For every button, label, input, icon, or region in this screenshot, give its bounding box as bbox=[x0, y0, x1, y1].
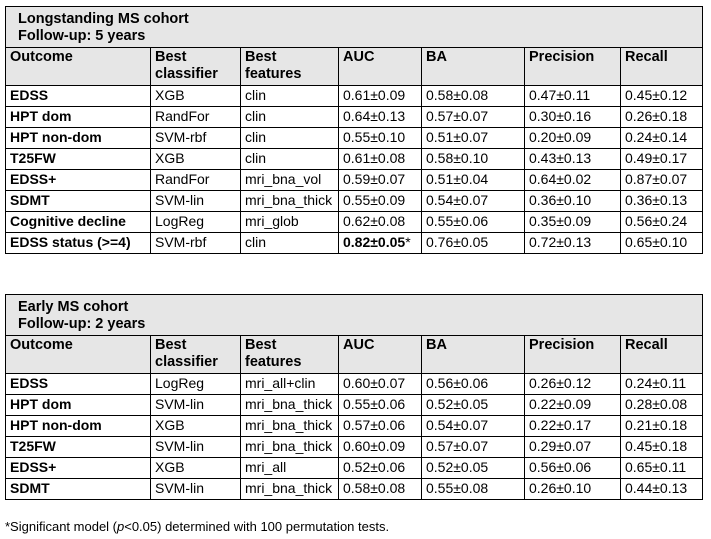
cell-features bbox=[241, 149, 339, 170]
cell-ba bbox=[422, 479, 525, 500]
table-row bbox=[6, 395, 703, 416]
cell-outcome bbox=[6, 437, 151, 458]
cell-value: clin bbox=[245, 108, 267, 124]
cell-value: HPT non-dom bbox=[10, 417, 102, 433]
cell-value: RandFor bbox=[155, 171, 210, 187]
table-row bbox=[6, 149, 703, 170]
table-row bbox=[6, 458, 703, 479]
cell-value: SDMT bbox=[10, 192, 50, 208]
cell-value: clin bbox=[245, 234, 267, 250]
cell-features bbox=[241, 86, 339, 107]
cell-features bbox=[241, 458, 339, 479]
cell-auc bbox=[339, 149, 422, 170]
cell-value: SVM-lin bbox=[155, 480, 205, 496]
cell-value: clin bbox=[245, 150, 267, 166]
cell-value: 0.56±0.24 bbox=[625, 213, 688, 229]
cell-value: mri_bna_vol bbox=[245, 171, 322, 187]
table-title-row bbox=[6, 295, 703, 336]
cell-value: 0.56±0.06 bbox=[426, 375, 489, 391]
cell-classifier bbox=[151, 479, 241, 500]
cell-value: EDSS status (>=4) bbox=[10, 234, 131, 250]
cohort-title: Early MS cohort bbox=[18, 299, 129, 315]
header-best-features: Best features bbox=[241, 336, 339, 374]
cell-value: 0.72±0.13 bbox=[529, 234, 592, 250]
cell-recall bbox=[621, 374, 703, 395]
cell-value: SDMT bbox=[10, 480, 50, 496]
cell-value: EDSS+ bbox=[10, 171, 57, 187]
cell-classifier bbox=[151, 170, 241, 191]
table-row bbox=[6, 191, 703, 212]
cell-value: 0.26±0.10 bbox=[529, 480, 592, 496]
cell-precision bbox=[525, 128, 621, 149]
cell-value: SVM-rbf bbox=[155, 129, 207, 145]
cell-value: SVM-rbf bbox=[155, 234, 207, 250]
table-row bbox=[6, 374, 703, 395]
cell-value: 0.57±0.07 bbox=[426, 108, 489, 124]
cell-auc bbox=[339, 395, 422, 416]
cell-value: mri_bna_thick bbox=[245, 438, 333, 454]
longstanding-cohort-table bbox=[5, 6, 703, 254]
cell-recall bbox=[621, 233, 703, 254]
header-recall: Recall bbox=[621, 336, 703, 374]
cell-value: mri_all bbox=[245, 459, 287, 475]
cell-auc bbox=[339, 128, 422, 149]
cell-outcome bbox=[6, 416, 151, 437]
table-title bbox=[6, 295, 703, 336]
cell-ba bbox=[422, 416, 525, 437]
cell-recall bbox=[621, 191, 703, 212]
cell-recall bbox=[621, 107, 703, 128]
cell-value: 0.76±0.05 bbox=[426, 234, 489, 250]
table-row bbox=[6, 479, 703, 500]
cell-precision bbox=[525, 107, 621, 128]
cell-outcome bbox=[6, 458, 151, 479]
cell-outcome bbox=[6, 479, 151, 500]
cell-value: 0.26±0.18 bbox=[625, 108, 688, 124]
cell-auc bbox=[339, 374, 422, 395]
cell-recall bbox=[621, 149, 703, 170]
cell-value: 0.64±0.02 bbox=[529, 171, 592, 187]
cell-value: 0.57±0.07 bbox=[426, 438, 489, 454]
cell-value: 0.51±0.04 bbox=[426, 171, 489, 187]
cell-recall bbox=[621, 212, 703, 233]
cell-auc bbox=[339, 233, 422, 254]
cell-ba bbox=[422, 212, 525, 233]
cell-auc bbox=[339, 170, 422, 191]
cell-ba bbox=[422, 149, 525, 170]
cell-ba bbox=[422, 374, 525, 395]
cell-value: 0.20±0.09 bbox=[529, 129, 592, 145]
cell-value: 0.52±0.05 bbox=[426, 459, 489, 475]
cell-precision bbox=[525, 149, 621, 170]
cell-value: clin bbox=[245, 129, 267, 145]
cell-value: 0.36±0.13 bbox=[625, 192, 688, 208]
cell-value: 0.61±0.08 bbox=[343, 150, 406, 166]
header-ba: BA bbox=[422, 336, 525, 374]
cell-value: 0.58±0.08 bbox=[426, 87, 489, 103]
cell-value: 0.26±0.12 bbox=[529, 375, 592, 391]
footnote-italic: p bbox=[117, 519, 125, 534]
cell-classifier bbox=[151, 107, 241, 128]
cell-value: SVM-lin bbox=[155, 438, 205, 454]
cell-recall bbox=[621, 479, 703, 500]
cell-recall bbox=[621, 86, 703, 107]
cell-value: EDSS bbox=[10, 87, 49, 103]
cell-precision bbox=[525, 458, 621, 479]
cell-ba bbox=[422, 233, 525, 254]
header-precision: Precision bbox=[525, 336, 621, 374]
cell-precision bbox=[525, 416, 621, 437]
header-best-features: Best features bbox=[241, 48, 339, 86]
cell-features bbox=[241, 128, 339, 149]
cell-value: 0.60±0.07 bbox=[343, 375, 406, 391]
cell-value: 0.35±0.09 bbox=[529, 213, 592, 229]
cell-auc bbox=[339, 191, 422, 212]
table-title bbox=[6, 7, 703, 48]
header-ba: BA bbox=[422, 48, 525, 86]
table-row bbox=[6, 233, 703, 254]
cell-value: 0.65±0.10 bbox=[625, 234, 688, 250]
header-auc: AUC bbox=[339, 336, 422, 374]
cell-classifier bbox=[151, 395, 241, 416]
cell-value: mri_glob bbox=[245, 213, 299, 229]
cell-features bbox=[241, 437, 339, 458]
cell-value: XGB bbox=[155, 150, 185, 166]
cell-value: 0.43±0.13 bbox=[529, 150, 592, 166]
follow-up-label: Follow-up: 5 years bbox=[18, 28, 146, 44]
cell-outcome bbox=[6, 128, 151, 149]
header-best-classifier: Best classifier bbox=[151, 336, 241, 374]
table-row bbox=[6, 86, 703, 107]
cell-outcome bbox=[6, 233, 151, 254]
table-row bbox=[6, 170, 703, 191]
cell-precision bbox=[525, 479, 621, 500]
cell-auc bbox=[339, 86, 422, 107]
cell-auc bbox=[339, 212, 422, 233]
cell-value: SVM-lin bbox=[155, 396, 205, 412]
cell-precision bbox=[525, 374, 621, 395]
cell-value: 0.45±0.12 bbox=[625, 87, 688, 103]
cell-value: HPT dom bbox=[10, 108, 72, 124]
cell-value: T25FW bbox=[10, 150, 56, 166]
cell-value: 0.52±0.06 bbox=[343, 459, 406, 475]
cell-ba bbox=[422, 170, 525, 191]
cell-precision bbox=[525, 395, 621, 416]
cell-precision bbox=[525, 86, 621, 107]
cell-precision bbox=[525, 212, 621, 233]
footnote bbox=[5, 519, 389, 534]
cell-value: 0.65±0.11 bbox=[625, 459, 687, 475]
cell-value: LogReg bbox=[155, 375, 205, 391]
cell-ba bbox=[422, 107, 525, 128]
cell-ba bbox=[422, 395, 525, 416]
cell-value: 0.54±0.07 bbox=[426, 192, 489, 208]
header-best-classifier: Best classifier bbox=[151, 48, 241, 86]
cell-value: HPT non-dom bbox=[10, 129, 102, 145]
cell-value: 0.58±0.10 bbox=[426, 150, 489, 166]
table-body bbox=[6, 374, 703, 500]
cell-recall bbox=[621, 458, 703, 479]
cell-value: 0.51±0.07 bbox=[426, 129, 489, 145]
cell-value: 0.58±0.08 bbox=[343, 480, 406, 496]
header-row bbox=[6, 48, 703, 86]
cell-value: 0.55±0.06 bbox=[343, 396, 406, 412]
table-row bbox=[6, 437, 703, 458]
cohort-title: Longstanding MS cohort bbox=[18, 11, 189, 27]
cell-classifier bbox=[151, 458, 241, 479]
cell-value: 0.22±0.17 bbox=[529, 417, 592, 433]
cell-features bbox=[241, 233, 339, 254]
cell-ba bbox=[422, 86, 525, 107]
cell-ba bbox=[422, 128, 525, 149]
cell-classifier bbox=[151, 149, 241, 170]
cell-value: 0.57±0.06 bbox=[343, 417, 406, 433]
cell-value: EDSS+ bbox=[10, 459, 57, 475]
cell-outcome bbox=[6, 395, 151, 416]
cell-value: HPT dom bbox=[10, 396, 72, 412]
follow-up-label: Follow-up: 2 years bbox=[18, 316, 146, 332]
cell-recall bbox=[621, 395, 703, 416]
cell-auc bbox=[339, 107, 422, 128]
cell-outcome bbox=[6, 86, 151, 107]
cell-classifier bbox=[151, 233, 241, 254]
cell-value: 0.61±0.09 bbox=[343, 87, 406, 103]
cell-features bbox=[241, 170, 339, 191]
cell-auc bbox=[339, 437, 422, 458]
header-auc: AUC bbox=[339, 48, 422, 86]
cell-value: LogReg bbox=[155, 213, 205, 229]
header-outcome: Outcome bbox=[6, 336, 151, 374]
cell-value: XGB bbox=[155, 417, 185, 433]
cell-value: 0.36±0.10 bbox=[529, 192, 592, 208]
cell-value: 0.54±0.07 bbox=[426, 417, 489, 433]
early-cohort-table bbox=[5, 294, 703, 500]
cell-value: 0.56±0.06 bbox=[529, 459, 592, 475]
cell-value: 0.55±0.08 bbox=[426, 480, 489, 496]
cell-value: 0.30±0.16 bbox=[529, 108, 592, 124]
header-precision: Precision bbox=[525, 48, 621, 86]
cell-value: 0.55±0.10 bbox=[343, 129, 406, 145]
cell-value: T25FW bbox=[10, 438, 56, 454]
cell-precision bbox=[525, 191, 621, 212]
cell-auc bbox=[339, 458, 422, 479]
table-row bbox=[6, 128, 703, 149]
cell-features bbox=[241, 395, 339, 416]
cell-value: 0.22±0.09 bbox=[529, 396, 592, 412]
cell-auc bbox=[339, 479, 422, 500]
cell-value: 0.47±0.11 bbox=[529, 87, 591, 103]
cell-classifier bbox=[151, 437, 241, 458]
cell-classifier bbox=[151, 86, 241, 107]
cell-value: 0.24±0.11 bbox=[625, 375, 687, 391]
header-row bbox=[6, 336, 703, 374]
cell-value: 0.55±0.09 bbox=[343, 192, 406, 208]
table-row bbox=[6, 212, 703, 233]
cell-value: 0.59±0.07 bbox=[343, 171, 406, 187]
cell-value: 0.82±0.05 bbox=[343, 234, 406, 250]
header-recall: Recall bbox=[621, 48, 703, 86]
cell-value: 0.49±0.17 bbox=[625, 150, 688, 166]
cell-classifier bbox=[151, 212, 241, 233]
table-row bbox=[6, 416, 703, 437]
cell-value: 0.45±0.18 bbox=[625, 438, 688, 454]
cell-outcome bbox=[6, 191, 151, 212]
cell-classifier bbox=[151, 416, 241, 437]
cell-outcome bbox=[6, 212, 151, 233]
cell-recall bbox=[621, 437, 703, 458]
cell-value: XGB bbox=[155, 87, 185, 103]
cell-features bbox=[241, 212, 339, 233]
cell-value: 0.55±0.06 bbox=[426, 213, 489, 229]
cell-value: RandFor bbox=[155, 108, 210, 124]
cell-value: XGB bbox=[155, 459, 185, 475]
cell-recall bbox=[621, 416, 703, 437]
cell-auc bbox=[339, 416, 422, 437]
table-title-row bbox=[6, 7, 703, 48]
cell-value: Cognitive decline bbox=[10, 213, 126, 229]
cell-precision bbox=[525, 233, 621, 254]
cell-features bbox=[241, 416, 339, 437]
cell-value: 0.87±0.07 bbox=[625, 171, 688, 187]
cell-recall bbox=[621, 170, 703, 191]
cell-precision bbox=[525, 170, 621, 191]
table-row bbox=[6, 107, 703, 128]
cell-value: 0.64±0.13 bbox=[343, 108, 406, 124]
cell-value: 0.24±0.14 bbox=[625, 129, 688, 145]
cell-outcome bbox=[6, 149, 151, 170]
footnote-prefix: *Significant model ( bbox=[5, 519, 117, 534]
table-body bbox=[6, 86, 703, 254]
cell-features bbox=[241, 374, 339, 395]
cell-classifier bbox=[151, 374, 241, 395]
cell-features bbox=[241, 479, 339, 500]
cell-classifier bbox=[151, 191, 241, 212]
cell-value: mri_bna_thick bbox=[245, 417, 333, 433]
cell-ba bbox=[422, 191, 525, 212]
cell-value: mri_bna_thick bbox=[245, 396, 333, 412]
cell-value: 0.21±0.18 bbox=[625, 417, 688, 433]
cell-value: mri_all+clin bbox=[245, 375, 316, 391]
cell-features bbox=[241, 107, 339, 128]
header-outcome: Outcome bbox=[6, 48, 151, 86]
cell-outcome bbox=[6, 107, 151, 128]
cell-ba bbox=[422, 437, 525, 458]
cell-value: SVM-lin bbox=[155, 192, 205, 208]
cell-classifier bbox=[151, 128, 241, 149]
cell-value: EDSS bbox=[10, 375, 49, 391]
cell-value: 0.62±0.08 bbox=[343, 213, 406, 229]
cell-features bbox=[241, 191, 339, 212]
cell-value: 0.28±0.08 bbox=[625, 396, 688, 412]
cell-precision bbox=[525, 437, 621, 458]
cell-outcome bbox=[6, 374, 151, 395]
cell-value: mri_bna_thick bbox=[245, 192, 333, 208]
cell-value: 0.60±0.09 bbox=[343, 438, 406, 454]
significance-marker: * bbox=[405, 234, 411, 250]
cell-ba bbox=[422, 458, 525, 479]
cell-value: 0.52±0.05 bbox=[426, 396, 489, 412]
footnote-suffix: <0.05) determined with 100 permutation tests. bbox=[124, 519, 390, 534]
cell-value: mri_bna_thick bbox=[245, 480, 333, 496]
cell-outcome bbox=[6, 170, 151, 191]
cell-value: 0.29±0.07 bbox=[529, 438, 592, 454]
cell-value: clin bbox=[245, 87, 267, 103]
cell-recall bbox=[621, 128, 703, 149]
cell-value: 0.44±0.13 bbox=[625, 480, 688, 496]
